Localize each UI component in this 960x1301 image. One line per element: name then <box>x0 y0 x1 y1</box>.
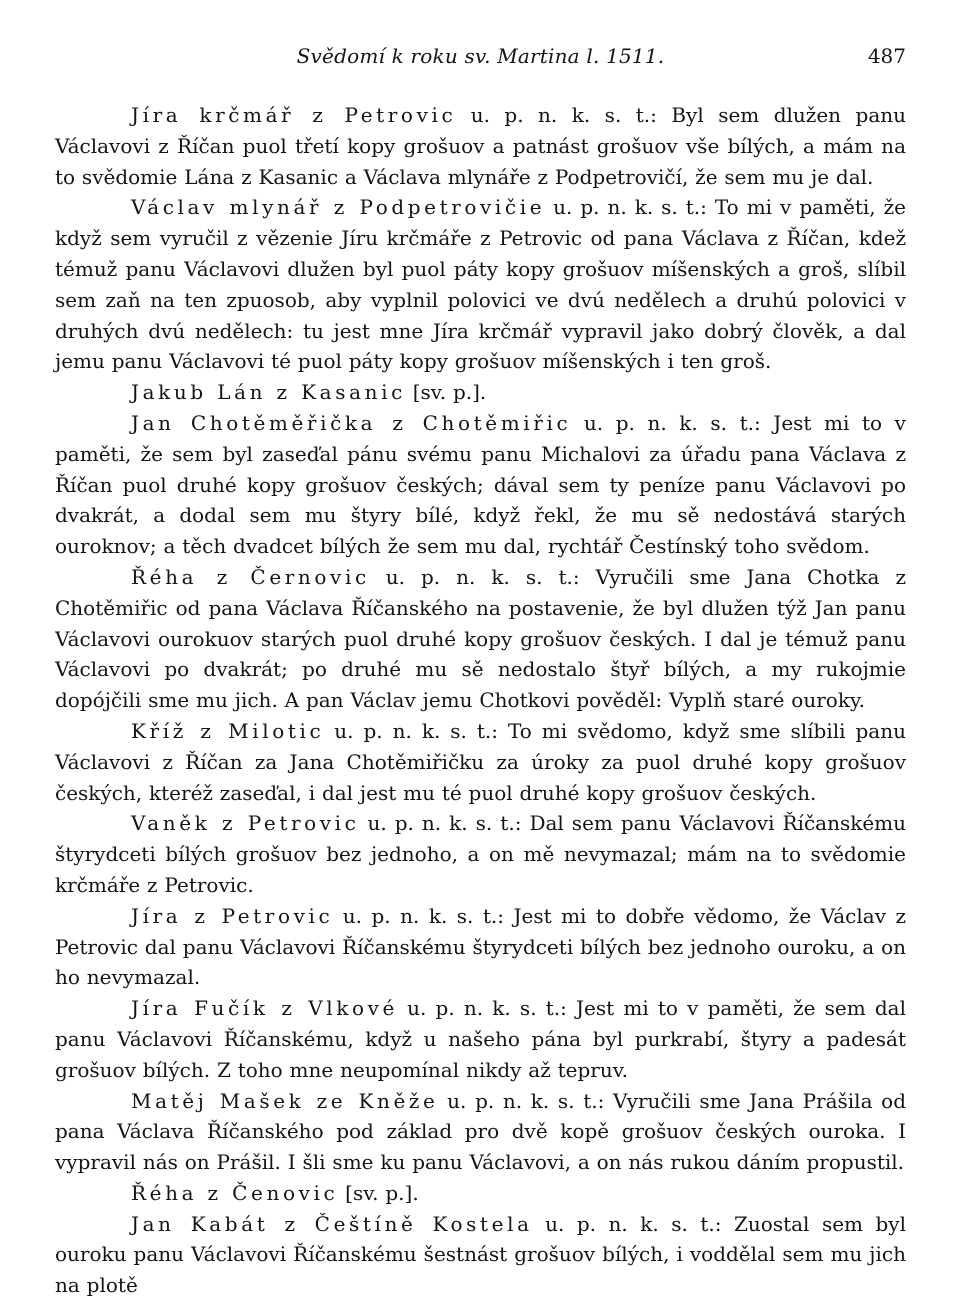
testimony-entry <box>55 100 906 192</box>
running-head <box>55 44 906 76</box>
page-number: 487 <box>867 44 906 68</box>
witness-name: Jan Chotěměřička z Chotěmiřic <box>131 410 572 435</box>
oath-formula: u. p. n. k. s. t. <box>397 996 561 1021</box>
testimony-text: : Vyručili sme Jana Prášila od pana Václava Říčanského pod základ pro dvě kopě grošuov českých ouroka. I vypravil nás on Prášil. I šli sme ku panu Václavovi, a on nás rukou dáním propustil. <box>55 1088 906 1175</box>
witness-name: Řéha z Černovic <box>131 564 370 589</box>
testimony-entry <box>55 562 906 716</box>
testimony-text: : Jest mi to v paměti, že sem byl zaseďal pánu svému panu Michalovi za úřadu pana Václava z Říčan puol druhé kopy grošuov českých; dával sem ty peníze panu Václavovi po dvakrát, a dodal sem mu štyry bílé, když řekl, že mu sě nedostává starých ouroknov; a těch dvadcet bílých že sem mu dal, rychtář Čestínský toho svědom. <box>55 410 906 559</box>
testimony-text: [sv. p.]. <box>405 380 487 405</box>
testimony-entry <box>55 377 906 408</box>
oath-formula: u. p. n. k. s. t. <box>438 1088 598 1113</box>
testimony-text: : Byl sem dlužen panu Václavovi z Říčan puol třetí kopy grošuov a patnást grošuov vše bílých, a mám na to svědomie Lána z Kasanic a Václava mlynáře z Podpetrovičí, že sem mu je dal. <box>55 103 907 189</box>
witness-name: Václav mlynář z Podpetrovičie <box>131 195 546 220</box>
witness-name: Jíra krčmář z Petrovic <box>131 103 457 127</box>
oath-formula: u. p. n. k. s. t. <box>324 718 492 743</box>
witness-name: Matěj Mašek ze Kněže <box>131 1088 439 1113</box>
oath-formula: u. p. n. k. s. t. <box>532 1211 715 1236</box>
testimony-text: : To mi v paměti, že když sem vyručil z vězenie Jíru krčmáře z Petrovic od pana Václava z Říčan, kdež témuž panu Václavovi dlužen byl puol páty kopy grošuov míšenských a groš, slíbil sem zaň na ten zpuosob, aby vyplnil polovici ve dvú nedělech a druhú polovici v druhých dvú nedělech: tu jest mne Jíra krčmář vypravil jako dobrý člověk, a dal jemu panu Václavovi té puol páty kopy grošuov míšenských i ten groš. <box>55 195 906 374</box>
testimony-entry <box>55 901 906 993</box>
oath-formula: u. p. n. k. s. t. <box>369 564 573 589</box>
testimony-entry <box>55 808 906 900</box>
testimony-entries <box>55 100 906 1301</box>
oath-formula: u. p. n. k. s. t. <box>359 811 515 836</box>
witness-name: Řéha z Čenovic <box>131 1180 339 1205</box>
testimony-entry <box>55 716 906 808</box>
testimony-text: : Dal sem panu Václavovi Říčanskému štyrydceti bílých grošuov bez jednoho, a on mě nevymazal; mám na to svědomie krčmáře z Petrovic. <box>55 811 907 897</box>
witness-name: Jan Kabát z Češtíně Kostela <box>131 1211 533 1236</box>
testimony-entry <box>55 1178 906 1209</box>
testimony-entry <box>55 408 906 562</box>
document-page <box>55 44 906 1301</box>
testimony-entry <box>55 1086 906 1178</box>
testimony-entry <box>55 993 906 1085</box>
testimony-entry <box>55 1209 906 1301</box>
oath-formula: u. p. n. k. s. t. <box>545 195 701 220</box>
witness-name: Vaněk z Petrovic <box>131 811 360 836</box>
running-title: Svědomí k roku sv. Martina l. 1511. <box>296 44 665 68</box>
testimony-entry <box>55 192 906 377</box>
witness-name: Jíra z Petrovic <box>131 903 334 928</box>
testimony-text: : Jest mi to v paměti, že sem dal panu Václavovi Říčanskému, když u našeho pána byl purkrabí, štyry a padesát grošuov bílých. Z toho mne neupomínal nikdy až tepruv. <box>55 996 906 1082</box>
testimony-text: : To mi svědomo, když sme slíbili panu Václavovi z Říčan za Jana Chotěmiřičku za úroky za puol druhé kopy grošuov českých, kteréž zaseďal, i dal jest mu té puol druhé kopy grošuov českých. <box>55 718 906 805</box>
witness-name: Jakub Lán z Kasanic <box>131 380 406 405</box>
testimony-text: : Vyručili sme Jana Chotka z Chotěmiřic od pana Václava Říčanského na postavenie, že byl dlužen týž Jan panu Václavovi ourokuov starých puol druhé kopy grošuov českých. I dal je témuž panu Václavovi po dvakrát; po druhé mu sě nedostalo štyř bílých, a my rukojmie dopójčili sme mu jich. A pan Václav jemu Chotkovi pověděl: Vyplň staré ouroky. <box>55 564 906 713</box>
oath-formula: u. p. n. k. s. t. <box>571 410 754 435</box>
oath-formula: u. p. n. k. s. t. <box>333 903 498 928</box>
oath-formula: u. p. n. k. s. t. <box>456 103 651 127</box>
testimony-text: : Jest mi to dobře vědomo, že Václav z Petrovic dal panu Václavovi Říčanskému štyrydceti bílých bez jednoho ouroku, a on ho nevymazal. <box>55 903 906 990</box>
testimony-text: [sv. p.]. <box>338 1180 419 1205</box>
witness-name: Kříž z Milotic <box>131 718 325 743</box>
testimony-text: : Zuostal sem byl ouroku panu Václavovi Říčanskému šestnást grošuov bílých, i voddělal sem mu jich na plotě <box>55 1211 906 1298</box>
witness-name: Jíra Fučík z Vlkové <box>131 996 398 1021</box>
